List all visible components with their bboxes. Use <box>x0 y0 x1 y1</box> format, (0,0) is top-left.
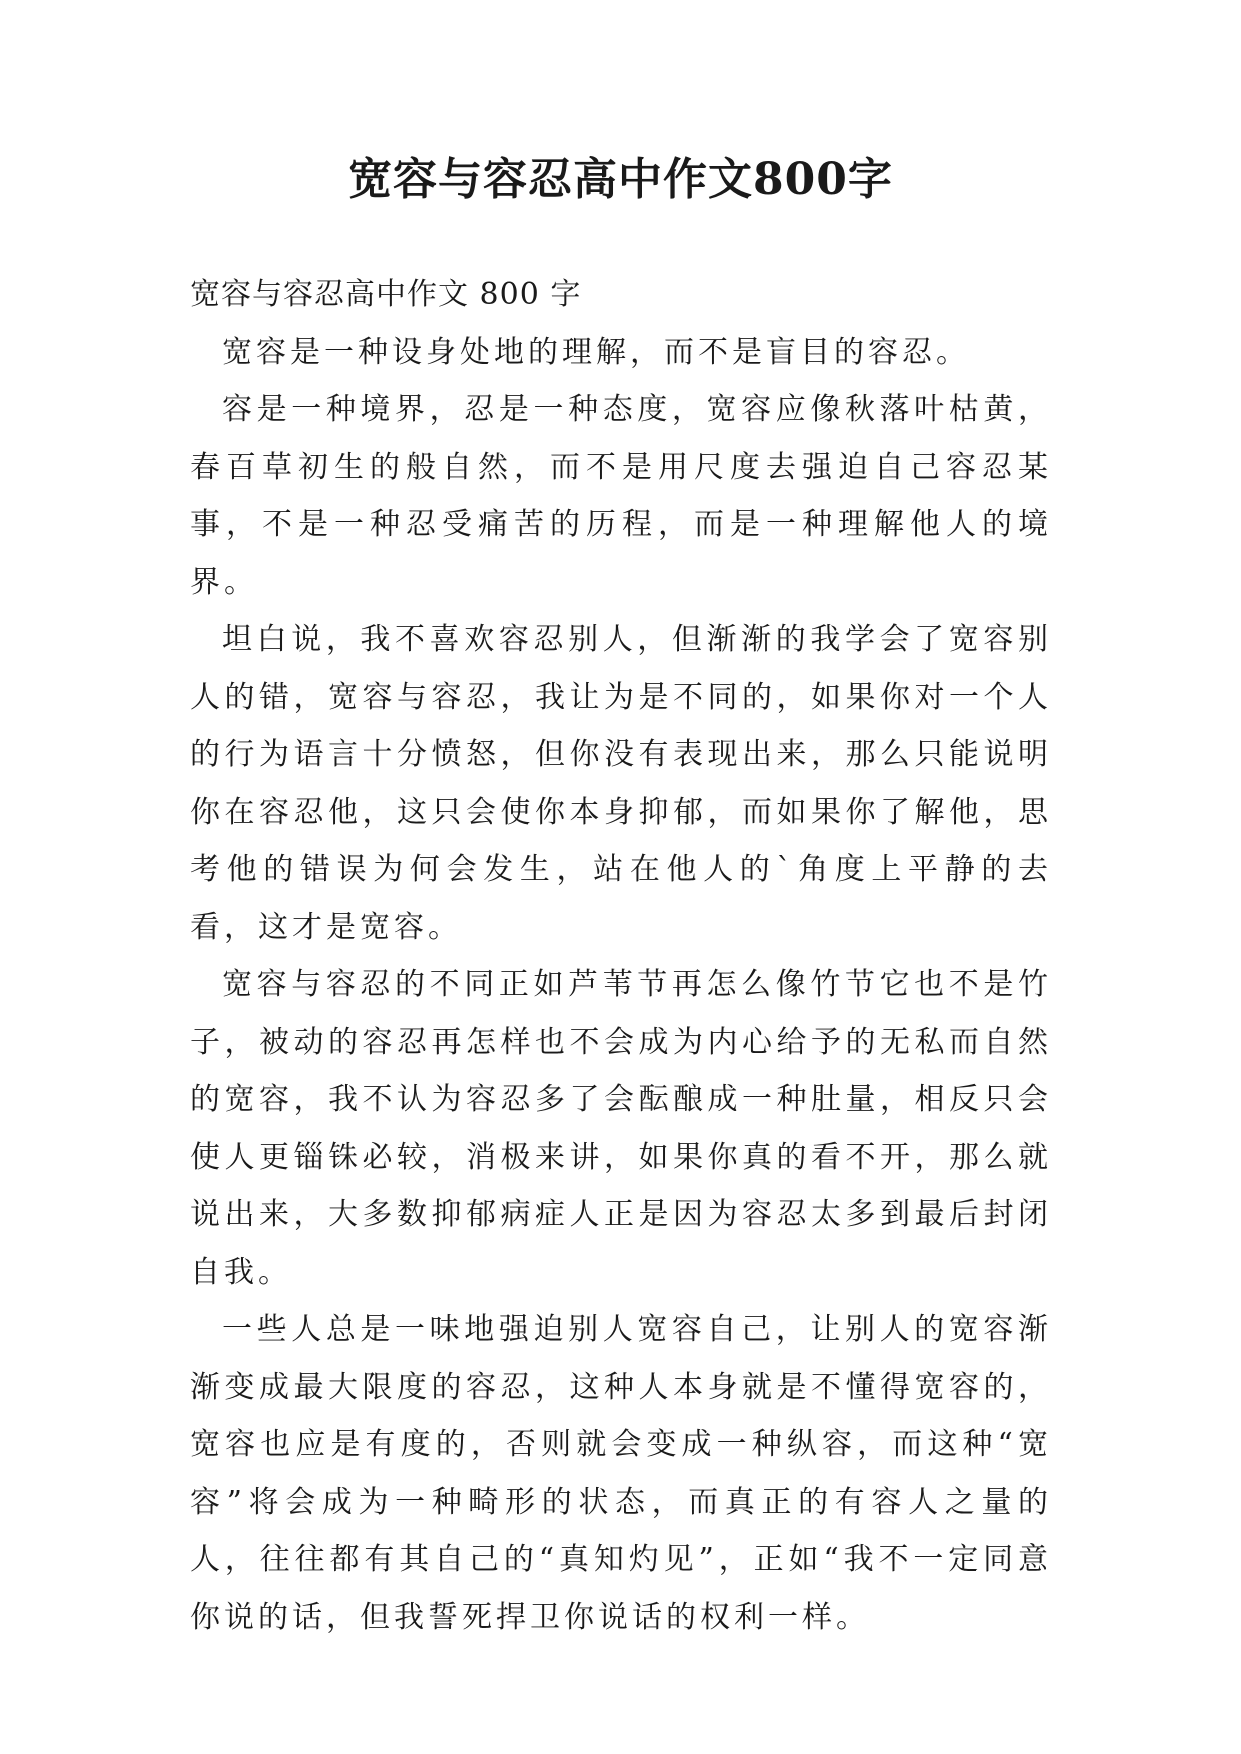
subtitle-paragraph: 宽容与容忍高中作文 800 字 <box>190 277 582 312</box>
paragraph-3: 坦白说，我不喜欢容忍别人，但渐渐的我学会了宽容别人的错，宽容与容忍，我让为是不同的，如果你对一个人的行为语言十分愤怒，但你没有表现出来，那么只能说明你在容忍他，这只会使你本身抑郁，而如果你了解他，思考他的错误为何会发生，站在他人的`角度上平静的去看，这才是宽容。 <box>190 622 1052 945</box>
document-title: 宽容与容忍高中作文800字 <box>348 154 893 205</box>
paragraph-5: 一些人总是一味地强迫别人宽容自己，让别人的宽容渐渐变成最大限度的容忍，这种人本身就是不懂得宽容的，宽容也应是有度的，否则就会变成一种纵容，而这种“宽容”将会成为一种畸形的状态，而真正的有容人之量的人，往往都有其自己的“真知灼见”，正如“我不一定同意你说的话，但我誓死捍卫你说话的权利一样。 <box>190 1312 1052 1635</box>
document-body <box>190 266 1052 1646</box>
paragraph-2: 容是一种境界，忍是一种态度，宽容应像秋落叶枯黄，春百草初生的般自然，而不是用尺度去强迫自己容忍某事，不是一种忍受痛苦的历程，而是一种理解他人的境界。 <box>190 392 1052 600</box>
paragraph-4: 宽容与容忍的不同正如芦苇节再怎么像竹节它也不是竹子，被动的容忍再怎样也不会成为内心给予的无私而自然的宽容，我不认为容忍多了会酝酿成一种肚量，相反只会使人更锱铢必较，消极来讲，如果你真的看不开，那么就说出来，大多数抑郁病症人正是因为容忍太多到最后封闭自我。 <box>190 967 1052 1290</box>
paragraph-1: 宽容是一种设身处地的理解，而不是盲目的容忍。 <box>222 334 970 370</box>
